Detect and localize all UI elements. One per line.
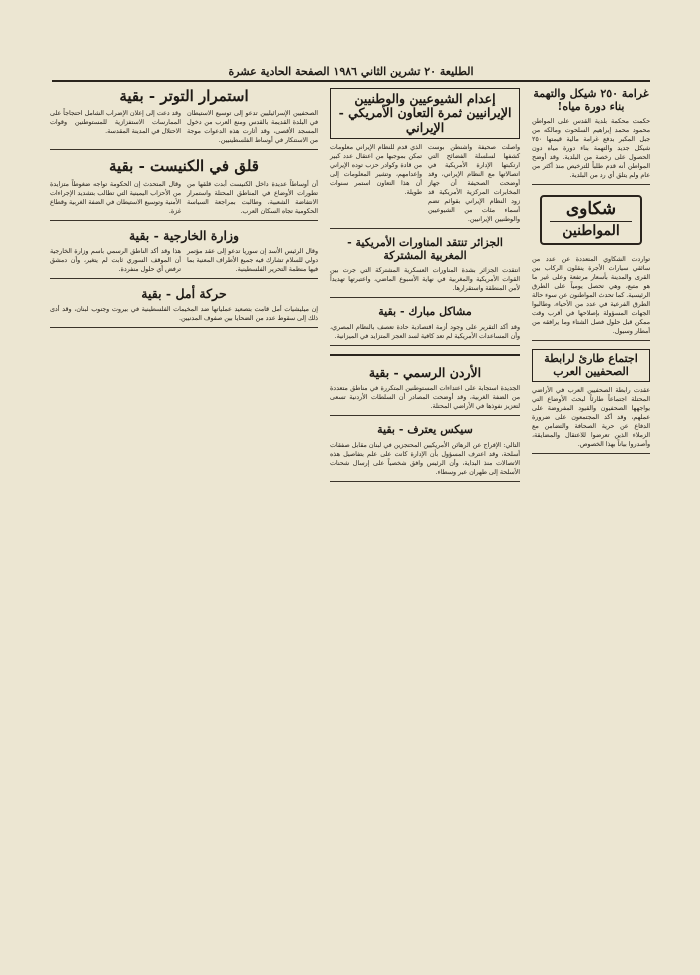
foreign-text-left: هذا وقد أكد الناطق الرسمي باسم وزارة الخارجية أن الموقف السوري ثابت لم يتغير، وأن دمشق ترفض أي حلول منفردة. <box>50 247 181 273</box>
sykes-text: التالي: الإفراج عن الرهائن الأمريكيين المحتجزين في لبنان مقابل صفقات أسلحة، وقد اعترف المسؤول بأن الإدارة كانت على علم بتفاصيل هذه الاتصالات منذ البداية، وأن الرئيس وافق شخصياً على إرسال شحنات الأسلحة إلى طهران عبر وسطاء. <box>330 442 520 477</box>
header-text: الطليعة ٢٠ تشرين الثاني ١٩٨٦ الصفحة الحادية عشرة <box>228 65 474 78</box>
foreign-text-right: وقال الرئيس الأسد إن سوريا تدعو إلى عقد مؤتمر دولي للسلام تشارك فيه جميع الأطراف المعنية بما فيها منظمة التحرير الفلسطينية. <box>187 247 318 273</box>
hope-text: إن ميليشيات أمل قامت بتصعيد عملياتها ضد المخيمات الفلسطينية في بيروت وجنوب لبنان، وقد أدى ذلك إلى سقوط عدد من الضحايا بين صفوف المدنيين. <box>50 306 318 323</box>
iran-text-right: واصلت صحيفة واشنطن بوست كشفها لسلسلة الفضائح التي ارتكبتها الإدارة الأمريكية في اتصالاتها مع النظام الإيراني، وقد أوضحت الصحيفة أن جهاز المخابرات المركزية الأمريكية قد زود النظام الإيراني بقوائم تضم أسماء مئات من الشيوعيين والوطنيين الإيرانيين. <box>428 144 520 224</box>
foreign-headline: وزارة الخارجية - بقية <box>128 227 240 243</box>
hope-headline: حركة أمل - بقية <box>141 285 227 301</box>
iran-text-left: الذي قدم للنظام الإيراني معلومات تمكن بموجبها من اعتقال عدد كبير من قادة وكوادر حزب توده الإيراني وإعدامهم، وتشير المعلومات إلى أن هذا التعاون استمر سنوات طويلة. <box>330 144 422 197</box>
foreign-article <box>50 227 318 279</box>
knesset-article <box>50 156 318 220</box>
fine-headline: غرامة ٢٥٠ شيكل والتهمة بناء دورة مياه! <box>533 87 649 113</box>
citizens-complaints-box <box>540 195 642 245</box>
jordan-text: الجديدة استجابة على اعتداءات المستوطنين المتكررة في مناطق متعددة من الضفة الغربية، وقد أوضحت المصادر أن السلطات الأردنية تسعى لتعزيز نفوذها في الأراضي المحتلة. <box>330 385 520 411</box>
tension-headline: استمرار التوتر - بقية <box>119 87 249 105</box>
fine-text: حكمت محكمة بلدية القدس على المواطن محمود محمد إبراهيم السلحوت ومالكه من جبل المكبر بدفع غرامة مالية قيمتها ٢٥٠ شيكل جديد والتهمة بناء دورة مياه دون الحصول على رخصة من البلدية. وقد أوضح المواطن أنه قدم طلباً للترخيص منذ أكثر من عام ولم يتلق أي رد من البلدية. <box>532 118 650 180</box>
sykes-article <box>330 422 520 482</box>
jordan-article <box>330 364 520 416</box>
mubarak-headline: مشاكل مبارك - بقية <box>378 305 472 319</box>
foreign-body <box>50 247 318 274</box>
iran-headline: إعدام الشيوعيين والوطنيين الإيرانيين ثمرة التعاون الأمريكي - الإيراني <box>330 88 520 139</box>
tension-text-right: الصحفيين الإسرائيليين تدعو إلى توسيع الاستيطان في البلدة القديمة بالقدس ومنع العرب من دخول المسجد الأقصى، وقد أثارت هذه الدعوات موجة من الاستنكار في أوساط الفلسطينيين. <box>187 110 318 145</box>
fine-article <box>532 86 650 185</box>
mubarak-article <box>330 304 520 346</box>
mubarak-text: وقد أكد التقرير على وجود أزمة اقتصادية حادة تعصف بالنظام المصري، وأن المساعدات الأمريكية لم تعد كافية لسد العجز المتزايد في الميزانية. <box>330 324 520 341</box>
column-middle <box>330 86 520 931</box>
citizens-title-line2: المواطنين <box>550 221 632 239</box>
tension-body <box>50 109 318 145</box>
divider <box>330 354 520 356</box>
jordan-headline: الأردن الرسمي - بقية <box>368 365 482 381</box>
algeria-headline: الجزائر تنتقد المناورات الأمريكية - المغربية المشتركة <box>347 236 503 262</box>
citizens-text: تواردت الشكاوي المتعددة عن عدد من سائقي سيارات الأجرة ينقلون الركاب بين القرى والمدينة بأسعار مرتفعة وعلى غير ما هو متبع، وهي تحصل يومياً على الطرق الرئيسية. كما تحدث المواطنون عن سوء حالة الطرق الفرعية في عدد من الأحياء، وطالبوا الجهات المسؤولة بإصلاحها في أقرب وقت ممكن قبل حلول فصل الشتاء وما يرافقه من أمطار وسيول. <box>532 256 650 336</box>
algeria-article <box>330 235 520 298</box>
page-header <box>52 58 650 82</box>
sykes-headline: سيكس يعترف - بقية <box>377 423 473 437</box>
column-right <box>532 86 650 931</box>
knesset-text-left: وقال المتحدث إن الحكومة تواجه ضغوطاً متزايدة من الأحزاب اليمينية التي تطالب بتشديد الإجراءات الأمنية وتوسيع الاستيطان في الضفة الغربية وقطاع غزة. <box>50 180 181 215</box>
knesset-text-right: أن أوساطاً عديدة داخل الكنيست أبدت قلقها من تطورات الأوضاع في المناطق المحتلة واستمرار الانتفاضة الشعبية، وطالبت بمراجعة السياسة الحكومية تجاه السكان العرب. <box>187 180 318 215</box>
tension-text-left: وقد دعت إلى إعلان الإضراب الشامل احتجاجاً على الممارسات الاستفزازية للمستوطنين وقوات الاحتلال في المدينة المقدسة. <box>50 110 181 136</box>
page-body <box>50 86 650 931</box>
citizens-article <box>532 255 650 341</box>
iran-body <box>330 143 520 224</box>
knesset-body <box>50 180 318 216</box>
tension-article <box>50 86 318 150</box>
journalists-headline: اجتماع طارئ لرابطة الصحفيين العرب <box>532 349 650 382</box>
journalists-text: عقدت رابطة الصحفيين العرب في الأراضي المحتلة اجتماعاً طارئاً لبحث الأوضاع التي يواجهها الصحفيون والقيود المفروضة على عملهم، وقد أكد المجتمعون على ضرورة الدفاع عن حرية الصحافة والتضامن مع الزملاء الذين تعرضوا للاعتقال والمضايقة، وأصدروا بياناً بهذا الخصوص. <box>532 387 650 449</box>
iran-article <box>330 86 520 229</box>
citizens-title-line1: شكاوى <box>565 199 617 220</box>
journalists-article <box>532 347 650 454</box>
knesset-headline: قلق في الكنيست - بقية <box>109 157 259 176</box>
column-left <box>50 86 318 931</box>
algeria-text: انتقدت الجزائر بشدة المناورات العسكرية المشتركة التي جرت بين القوات الأمريكية والمغربية في نهاية الأسبوع الماضي، واعتبرتها تهديداً لأمن المنطقة واستقرارها. <box>330 267 520 293</box>
hope-article <box>50 285 318 328</box>
